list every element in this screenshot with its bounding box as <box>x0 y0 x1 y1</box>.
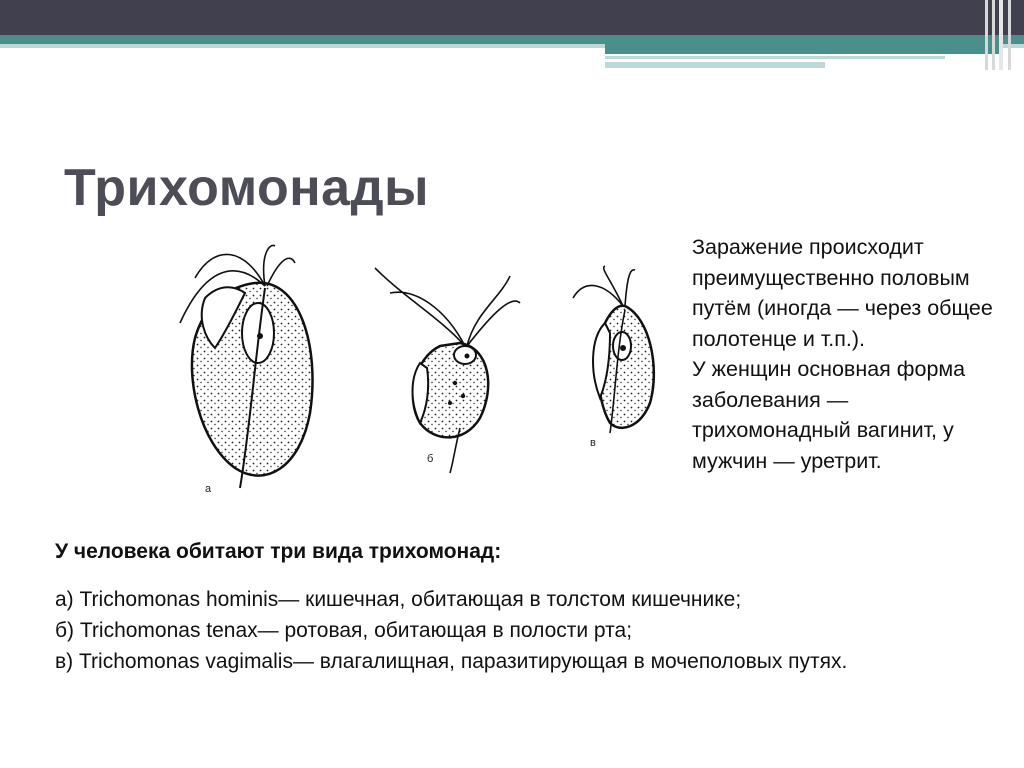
species-list <box>55 584 985 677</box>
organism-a <box>180 245 313 495</box>
infection-paragraph: Заражение происходит преимущественно половым путём (иногда — через общее полотенце и т.п.). <box>692 235 993 351</box>
header-band <box>0 0 1024 72</box>
label-c: в <box>590 437 596 449</box>
species-item-vaginalis: в) Trichomonas vagimalis— влагалищная, паразитирующая в мочеполовых путях. <box>55 650 848 673</box>
species-item-tenax: б) Trichomonas tenax— ротовая, обитающая в полости рта; <box>55 619 633 642</box>
organism-c <box>573 266 654 449</box>
trichomonads-illustration <box>105 238 675 513</box>
label-b: б <box>427 453 434 465</box>
disease-paragraph: У женщин основная форма заболевания — трихомонадный вагинит, у мужчин — уретрит. <box>692 357 966 473</box>
page-title: Трихомонады <box>64 159 430 217</box>
label-a: а <box>205 483 212 495</box>
species-heading: У человека обитают три вида трихомонад: <box>55 540 502 563</box>
infection-text <box>692 232 997 476</box>
organism-b <box>375 268 520 473</box>
species-item-hominis: а) Trichomonas hominis— кишечная, обитающая в толстом кишечнике; <box>55 588 742 611</box>
